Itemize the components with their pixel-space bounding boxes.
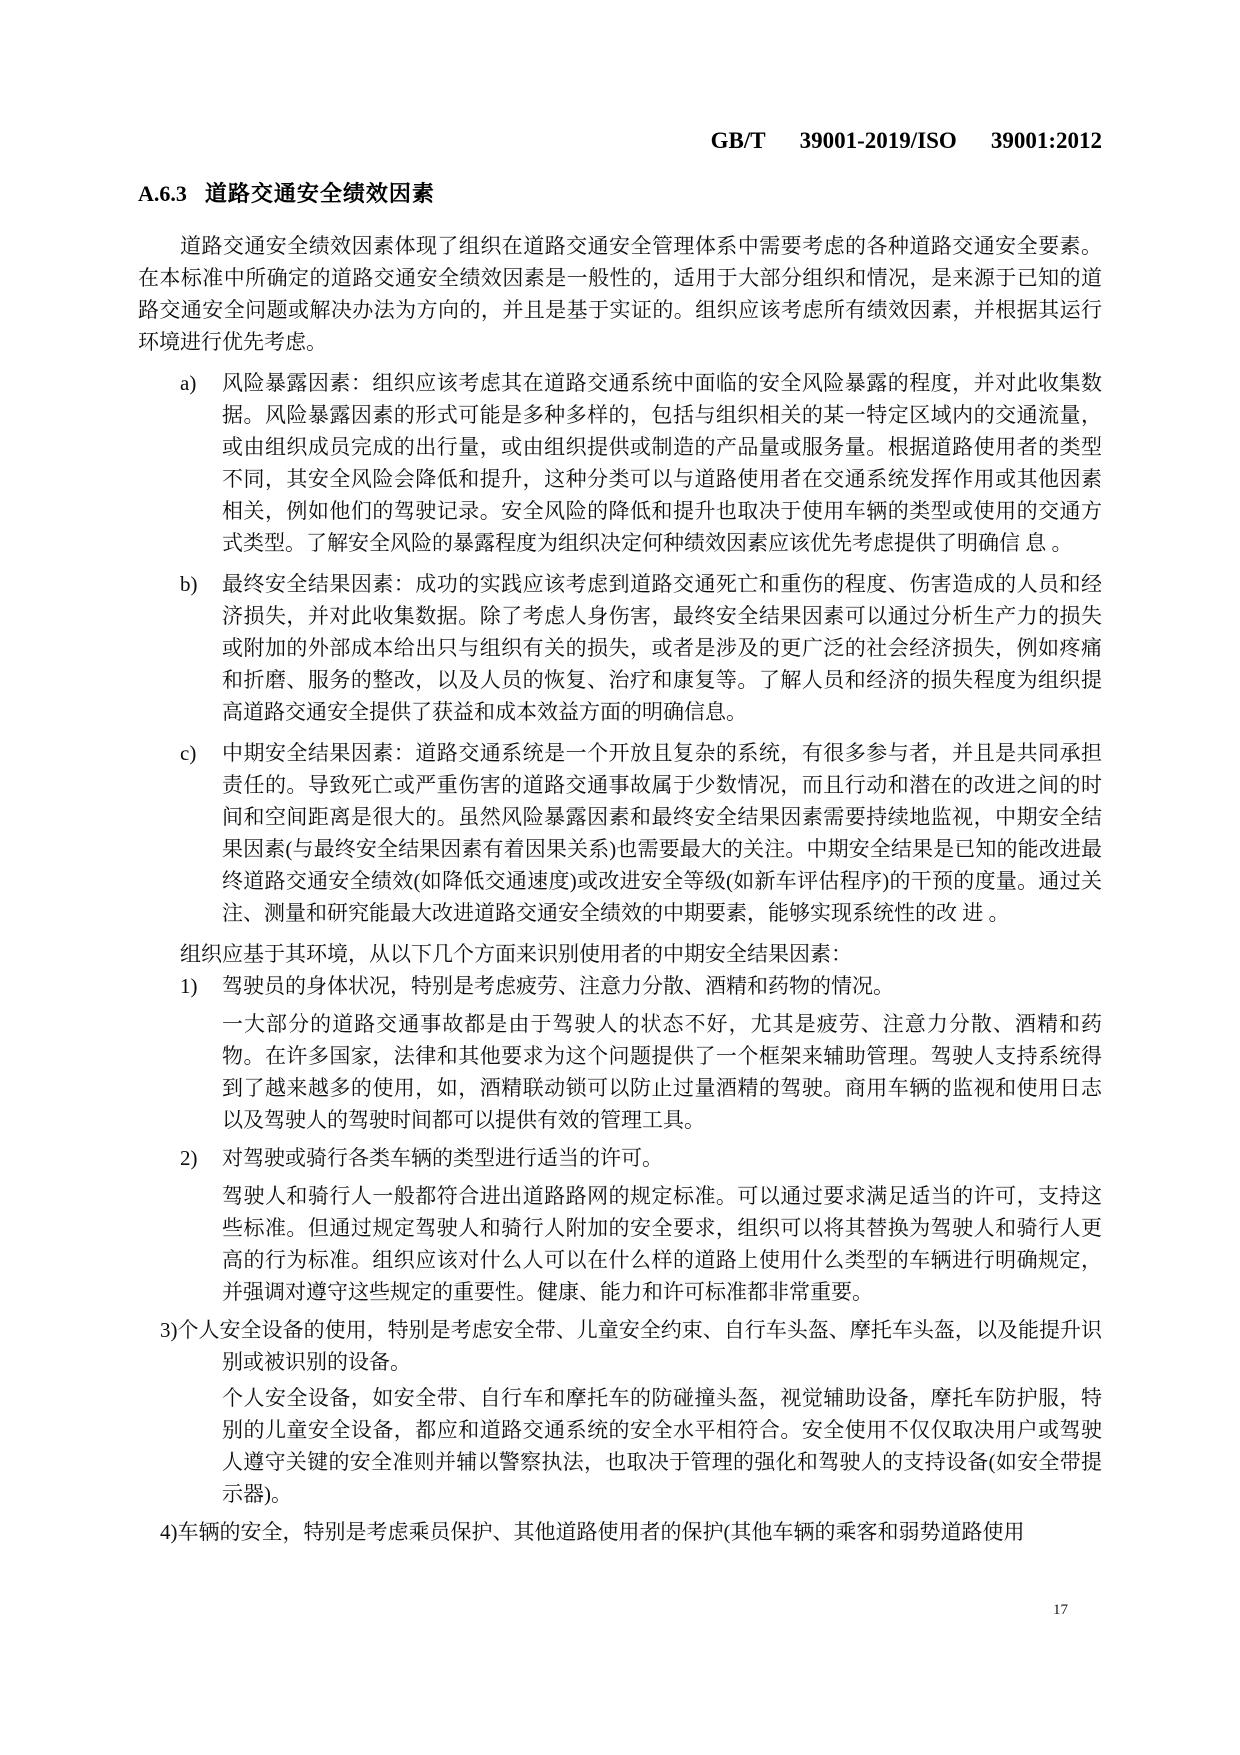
numbered-item-3-title-row bbox=[138, 1314, 1102, 1378]
section-number: A.6.3 bbox=[138, 181, 187, 206]
numbered-item-3-label: 3) bbox=[160, 1318, 178, 1342]
context-paragraph: 组织应基于其环境，从以下几个方面来识别使用者的中期安全结果因素： bbox=[180, 942, 852, 966]
numbered-item-2 bbox=[138, 1142, 1102, 1308]
lettered-item-c bbox=[138, 737, 1102, 929]
lettered-item-b-label: b) bbox=[180, 572, 198, 596]
numbered-item-4-title: 车辆的安全，特别是考虑乘员保护、其他道路使用者的保护(其他车辆的乘客和弱势道路使用 bbox=[177, 1520, 1025, 1544]
section-body bbox=[138, 230, 1102, 1548]
lettered-item-c-label: c) bbox=[180, 741, 197, 765]
lettered-item-a bbox=[138, 367, 1102, 559]
standard-header bbox=[138, 126, 1102, 156]
lettered-item-a-label: a) bbox=[180, 371, 197, 395]
numbered-item-3-detail: 个人安全设备，如安全带、自行车和摩托车的防碰撞头盔，视觉辅助设备，摩托车防护服，特别的儿童安全设备，都应和道路交通系统的安全水平相符合。安全使用不仅仅取决用户或驾驶人遵守关键的安全准则并辅以警察执法，也取决于管理的强化和驾驶人的支持设备(如安全带提示器)。 bbox=[222, 1386, 1102, 1506]
page-number: 17 bbox=[1053, 1602, 1068, 1618]
numbered-item-2-title: 对驾驶或骑行各类车辆的类型进行适当的许可。 bbox=[222, 1146, 663, 1170]
numbered-item-3-title: 个人安全设备的使用，特别是考虑安全带、儿童安全约束、自行车头盔、摩托车头盔，以及能提升识别或被识别的设备。 bbox=[177, 1318, 1102, 1374]
standard-iso-number: 39001:2012 bbox=[990, 128, 1102, 153]
numbered-item-1-detail: 一大部分的道路交通事故都是由于驾驶人的状态不好，尤其是疲劳、注意力分散、酒精和药物。在许多国家，法律和其他要求为这个问题提供了一个框架来辅助管理。驾驶人支持系统得到了越来越多的使用，如，酒精联动锁可以防止过量酒精的驾驶。商用车辆的监视和使用日志以及驾驶人的驾驶时间都可以提供有效的管理工具。 bbox=[222, 1012, 1102, 1132]
standard-number: 39001-2019/ISO bbox=[799, 128, 957, 153]
numbered-item-1-title: 驾驶员的身体状况，特别是考虑疲劳、注意力分散、酒精和药物的情况。 bbox=[222, 974, 894, 998]
numbered-item-2-title-row bbox=[138, 1142, 1102, 1174]
lettered-item-a-text: 风险暴露因素：组织应该考虑其在道路交通系统中面临的安全风险暴露的程度，并对此收集数据。风险暴露因素的形式可能是多种多样的，包括与组织相关的某一特定区域内的交通流量，或由组织成员完成的出行量，或由组织提供或制造的产品量或服务量。根据道路使用者的类型不同，其安全风险会降低和提升，这种分类可以与道路使用者在交通系统发挥作用或其他因素相关，例如他们的驾驶记录。安全风险的降低和提升也取决于使用车辆的类型或使用的交通方式类型。了解安全风险的暴露程度为组织决定何种绩效因素应该优先考虑提供了明确信 息 。 bbox=[222, 371, 1102, 555]
standard-prefix: GB/T bbox=[710, 128, 766, 153]
numbered-item-1-title-row bbox=[138, 970, 1102, 1002]
lettered-item-b-text: 最终安全结果因素：成功的实践应该考虑到道路交通死亡和重伤的程度、伤害造成的人员和经济损失，并对此收集数据。除了考虑人身伤害，最终安全结果因素可以通过分析生产力的损失或附加的外部成本给出只与组织有关的损失，或者是涉及的更广泛的社会经济损失，例如疼痛和折磨、服务的整改，以及人员的恢复、治疗和康复等。了解人员和经济的损失程度为组织提高道路交通安全提供了获益和成本效益方面的明确信息。 bbox=[222, 572, 1102, 724]
numbered-item-4 bbox=[138, 1516, 1102, 1548]
numbered-item-4-title-row bbox=[138, 1516, 1102, 1548]
numbered-item-4-label: 4) bbox=[160, 1520, 178, 1544]
numbered-item-3 bbox=[138, 1314, 1102, 1510]
section-heading bbox=[138, 180, 1102, 208]
lettered-item-c-text: 中期安全结果因素：道路交通系统是一个开放且复杂的系统，有很多参与者，并且是共同承担责任的。导致死亡或严重伤害的道路交通事故属于少数情况，而且行动和潜在的改进之间的时间和空间距离是很大的。虽然风险暴露因素和最终安全结果因素需要持续地监视，中期安全结果因素(与最终安全结果因素有着因果关系)也需要最大的关注。中期安全结果是已知的能改进最终道路交通安全绩效(如降低交通速度)或改进安全等级(如新车评估程序)的干预的度量。通过关注、测量和研究能最大改进道路交通安全绩效的中期要素，能够实现系统性的改 进 。 bbox=[222, 741, 1102, 925]
page-content bbox=[138, 126, 1102, 1554]
numbered-item-1 bbox=[138, 970, 1102, 1136]
numbered-item-2-label: 2) bbox=[180, 1146, 198, 1170]
section-title: 道路交通安全绩效因素 bbox=[204, 181, 435, 206]
intro-paragraph: 道路交通安全绩效因素体现了组织在道路交通安全管理体系中需要考虑的各种道路交通安全要素。在本标准中所确定的道路交通安全绩效因素是一般性的，适用于大部分组织和情况，是来源于已知的道路交通安全问题或解决办法为方向的，并且是基于实证的。组织应该考虑所有绩效因素，并根据其运行环境进行优先考虑。 bbox=[138, 234, 1102, 354]
numbered-item-1-label: 1) bbox=[180, 974, 198, 998]
lettered-item-b bbox=[138, 568, 1102, 728]
numbered-item-2-detail: 驾驶人和骑行人一般都符合进出道路路网的规定标准。可以通过要求满足适当的许可，支持这些标准。但通过规定驾驶人和骑行人附加的安全要求，组织可以将其替换为驾驶人和骑行人更高的行为标准。组织应该对什么人可以在什么样的道路上使用什么类型的车辆进行明确规定，并强调对遵守这些规定的重要性。健康、能力和许可标准都非常重要。 bbox=[222, 1184, 1102, 1304]
